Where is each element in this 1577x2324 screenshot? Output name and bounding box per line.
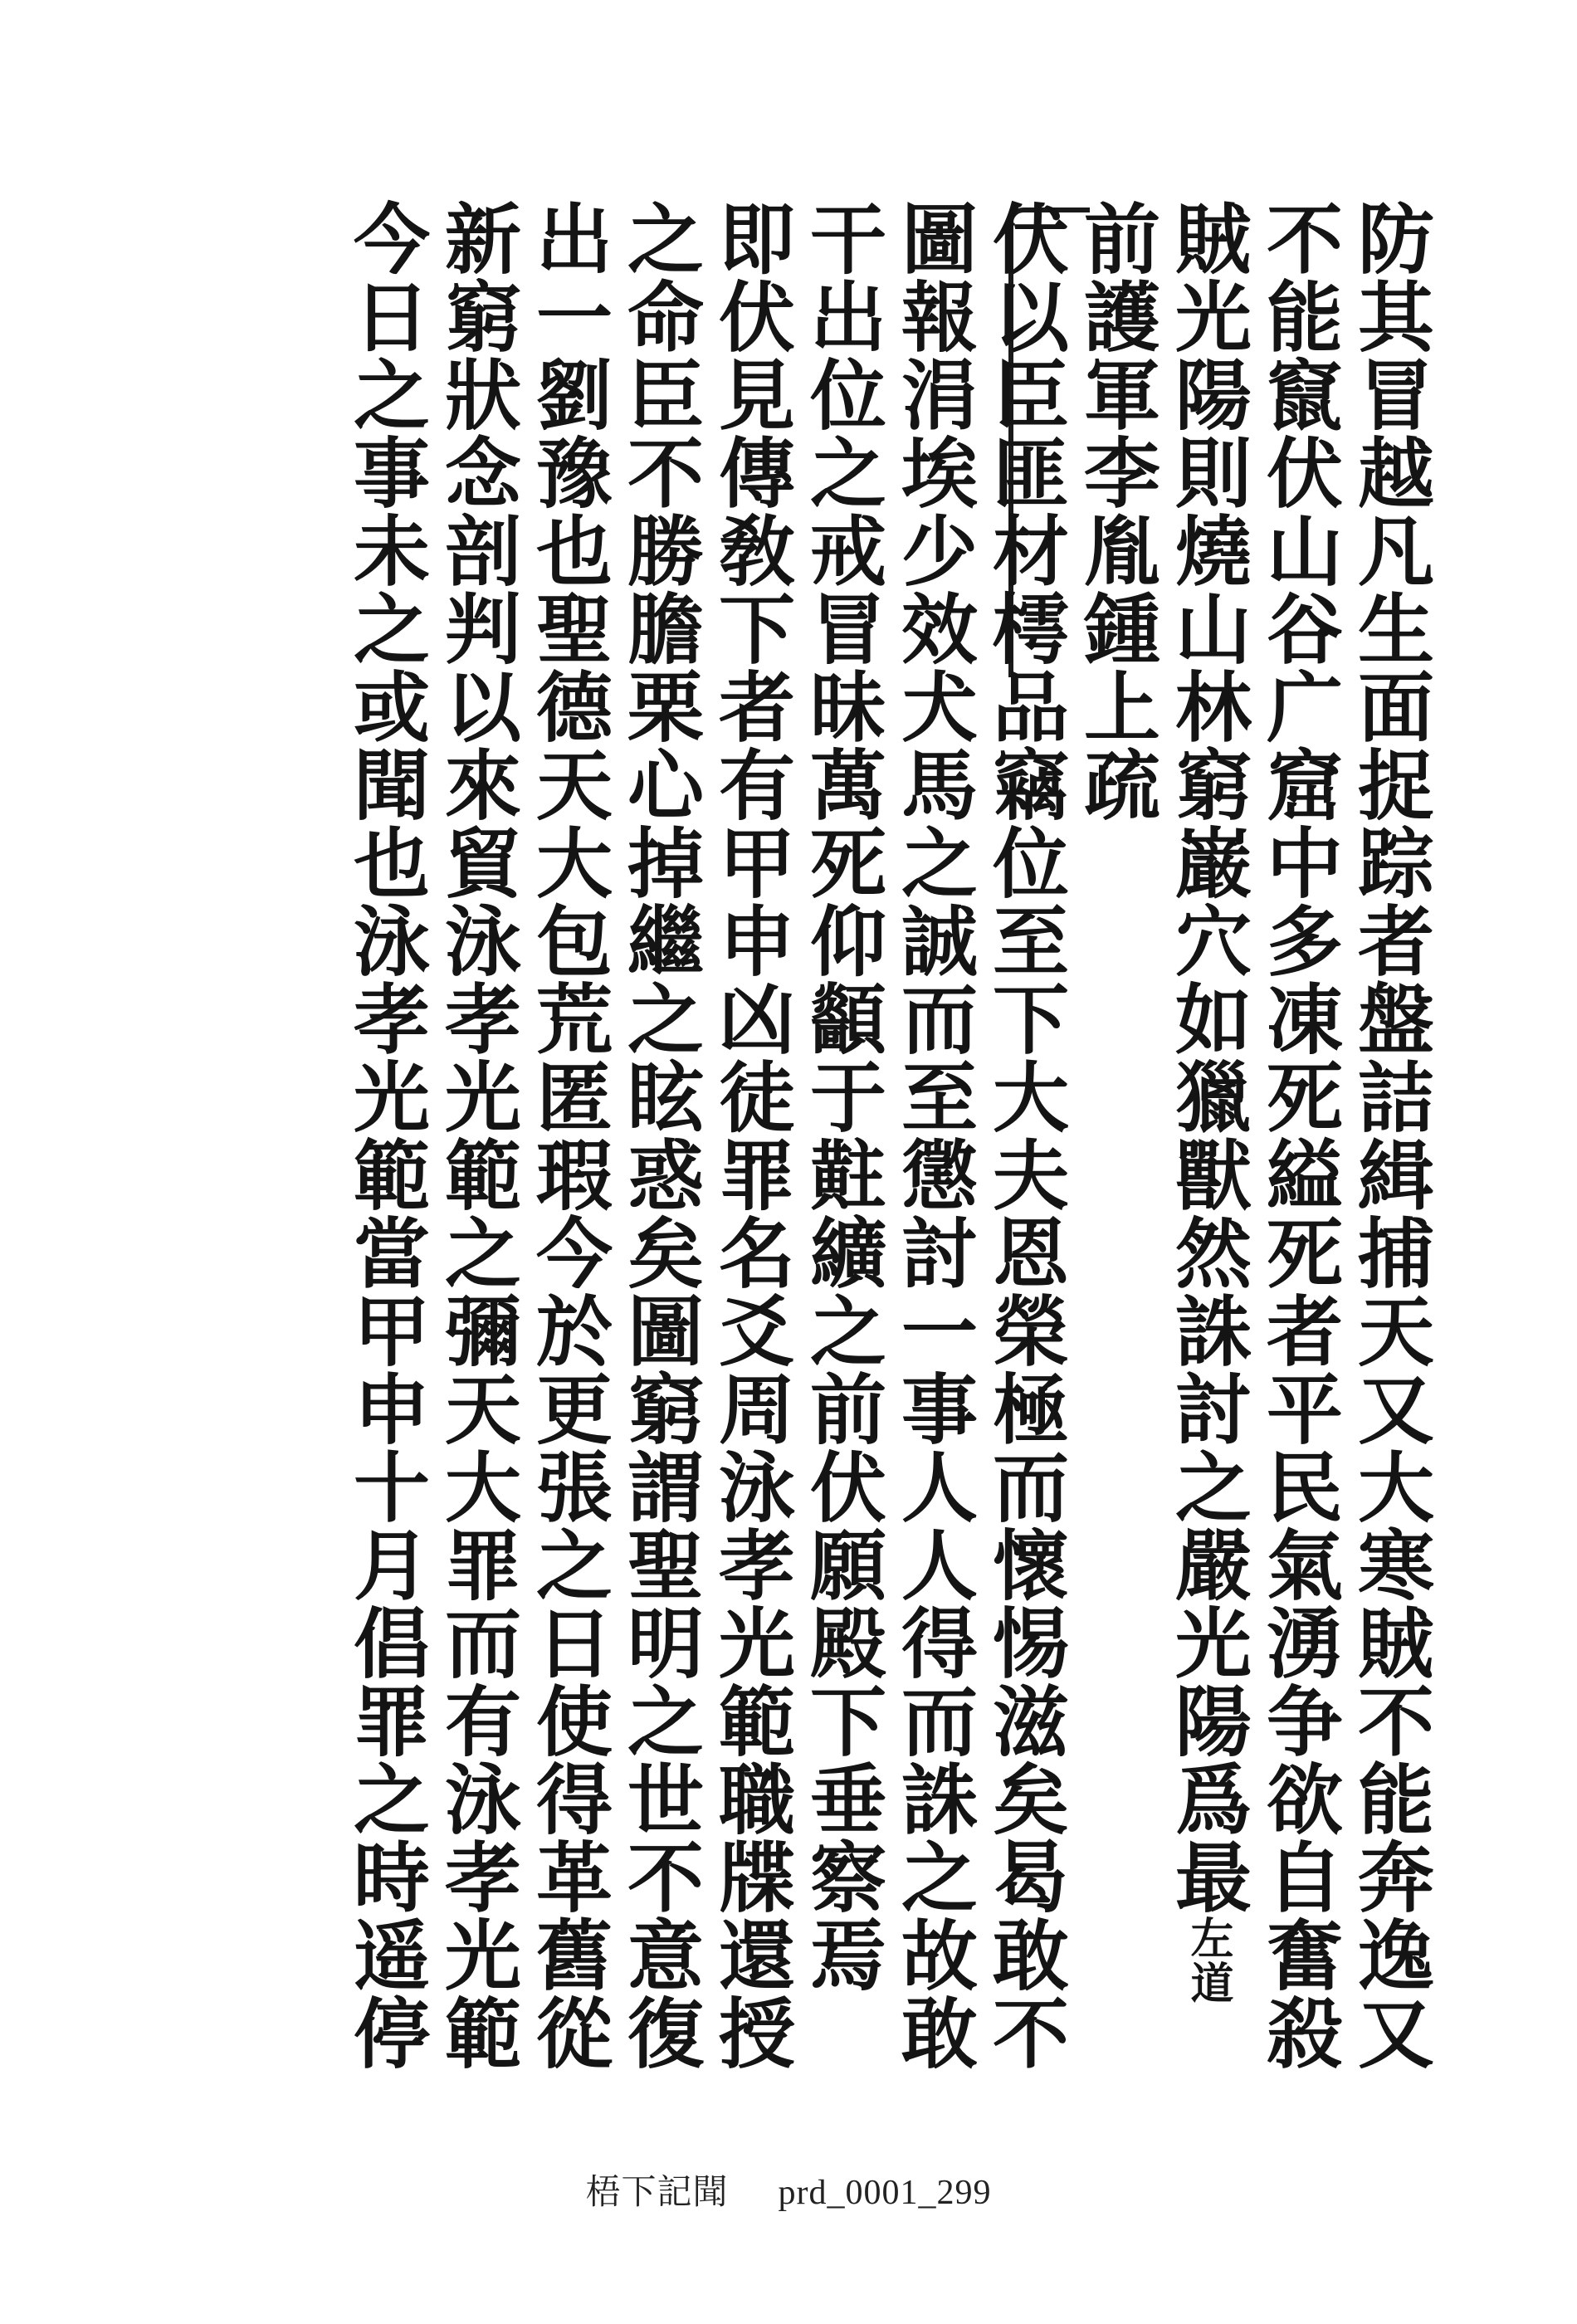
- memorial-heading: 前護軍李胤鍾上疏: [1072, 199, 1161, 823]
- text-column-7: 干出位之戒冒昧萬死仰顲于黈纊之前伏願殿下垂察焉: [798, 199, 887, 1994]
- text-column-5: 伏以臣匪材樗品竊位至下大夫恩榮極而懷惕滋矣曷敢不: [980, 199, 1070, 2072]
- text-column-2: 不能竄伏山谷广窟中多凍死縊死者平民氣湧争欲自奮殺: [1254, 199, 1344, 2072]
- text-column-10: 出一劉豫也聖德天大包荒匿瑕今於更張之日使得革舊從: [524, 199, 613, 2072]
- text-column-3: [1162, 199, 1253, 2005]
- text-column-8: 即伏見傳敎下者有甲申凶徒罪名爻周泳孝光範職牒還授: [706, 199, 796, 2072]
- text-column-12: 今日之事未之或聞也泳孝光範當甲申十月倡罪之時遥停: [341, 199, 431, 2072]
- page-id: prd_0001_299: [778, 2174, 992, 2212]
- book-title: 梧下記聞: [585, 2174, 729, 2212]
- text-column-9: 之命臣不勝膽栗心掉繼之眩惑矣圖窮謂聖明之世不意復: [615, 199, 705, 2072]
- manuscript-text-block: [274, 199, 1436, 2072]
- text-column-6: 圖報涓埃少效犬馬之誠而至懲討一事人人得而誅之故敢: [889, 199, 979, 2072]
- text-column-11: 新窮狀念剖判以來貿泳孝光範之彌天大罪而有泳孝光範: [432, 199, 522, 2072]
- text-column-3-body: 賊光陽則燒山林窮巌穴如獵獸然誅討之嚴光陽爲最: [1163, 199, 1252, 1916]
- marginal-annotation: 左道: [1183, 1916, 1233, 2005]
- page-footer: [0, 2165, 1577, 2214]
- text-column-1: 防其冒越凡生面捉踪者盤詰緝捕天又大寒賊不能奔逸又: [1345, 199, 1435, 2072]
